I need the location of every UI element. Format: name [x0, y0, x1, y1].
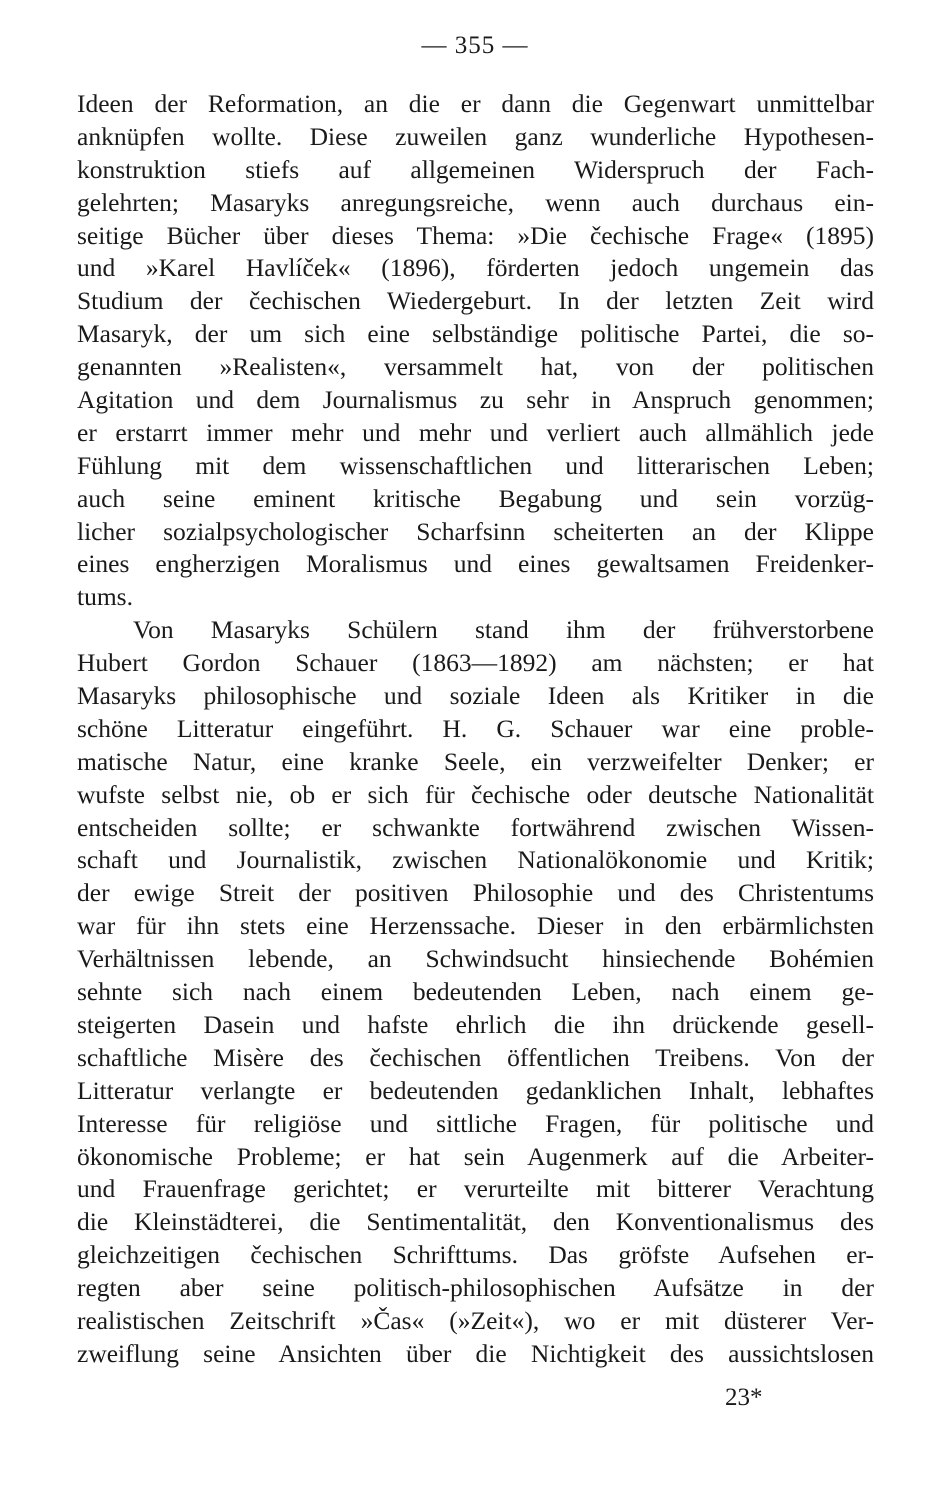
text-line: matische Natur, eine kranke Seele, ein verzweifelter Denker; er	[77, 746, 874, 776]
text-line: schöne Litteratur eingeführt. H. G. Schauer war eine proble-	[77, 713, 874, 743]
text-line: und »Karel Havlíček« (1896), förderten jedoch ungemein das	[77, 253, 874, 283]
text-line: Interesse für religiöse und sittliche Fragen, für politische und	[77, 1108, 874, 1138]
text-line: steigerten Dasein und hafste ehrlich die ihn drückende gesell-	[77, 1009, 874, 1039]
text-line: Hubert Gordon Schauer (1863—1892) am nächsten; er hat	[77, 648, 874, 678]
body-text	[77, 88, 874, 1371]
text-line: war für ihn stets eine Herzenssache. Dieser in den erbärmlichsten	[77, 911, 874, 941]
paragraph-first-line: Von Masaryks Schülern stand ihm der frühverstorbene	[133, 615, 874, 645]
text-line: gleichzeitigen čechischen Schrifttums. Das gröfste Aufsehen er-	[77, 1240, 874, 1270]
text-line: zweiflung seine Ansichten über die Nichtigkeit des aussichtslosen	[77, 1338, 874, 1368]
text-line: schaftliche Misère des čechischen öffentlichen Treibens. Von der	[77, 1042, 874, 1072]
text-line: wufste selbst nie, ob er sich für čechische oder deutsche Nationalität	[77, 779, 874, 809]
text-line: entscheiden sollte; er schwankte fortwährend zwischen Wissen-	[77, 812, 874, 842]
text-line: realistischen Zeitschrift »Čas« (»Zeit«), wo er mit düsterer Ver-	[77, 1305, 874, 1335]
text-line: er erstarrt immer mehr und mehr und verliert auch allmählich jede	[77, 417, 874, 447]
text-line: Masaryks philosophische und soziale Ideen als Kritiker in die	[77, 681, 874, 711]
text-line: und Frauenfrage gerichtet; er verurteilte mit bitterer Verachtung	[77, 1174, 874, 1204]
text-line: tums.	[77, 582, 133, 612]
text-line: ökonomische Probleme; er hat sein Augenmerk auf die Arbeiter-	[77, 1141, 874, 1171]
text-line: licher sozialpsychologischer Scharfsinn scheiterten an der Klippe	[77, 516, 874, 546]
text-line: die Kleinstädterei, die Sentimentalität, den Konventionalismus des	[77, 1207, 874, 1237]
text-line: Fühlung mit dem wissenschaftlichen und litterarischen Leben;	[77, 450, 874, 480]
text-line: Agitation und dem Journalismus zu sehr in Anspruch genommen;	[77, 385, 874, 415]
text-line: konstruktion stiefs auf allgemeinen Widerspruch der Fach-	[77, 154, 874, 184]
text-line: gelehrten; Masaryks anregungsreiche, wenn auch durchaus ein-	[77, 187, 874, 217]
text-line: eines engherzigen Moralismus und eines gewaltsamen Freidenker-	[77, 549, 874, 579]
text-line: regten aber seine politisch-philosophischen Aufsätze in der	[77, 1273, 874, 1303]
page-number: — 355 —	[421, 32, 529, 59]
text-line: Studium der čechischen Wiedergeburt. In der letzten Zeit wird	[77, 286, 874, 316]
text-line: schaft und Journalistik, zwischen Nationalökonomie und Kritik;	[77, 845, 874, 875]
text-line: sehnte sich nach einem bedeutenden Leben, nach einem ge-	[77, 977, 874, 1007]
text-line: der ewige Streit der positiven Philosophie und des Christentums	[77, 878, 874, 908]
text-line: Masaryk, der um sich eine selbständige politische Partei, die so-	[77, 319, 874, 349]
text-line: Litteratur verlangte er bedeutenden gedanklichen Inhalt, lebhaftes	[77, 1075, 874, 1105]
text-line: seitige Bücher über dieses Thema: »Die čechische Frage« (1895)	[77, 220, 874, 250]
signature-mark: 23*	[725, 1384, 763, 1411]
text-line: Ideen der Reformation, an die er dann die Gegenwart unmittelbar	[77, 89, 874, 118]
text-line: genannten »Realisten«, versammelt hat, von der politischen	[77, 352, 874, 382]
text-line: Verhältnissen lebende, an Schwindsucht hinsiechende Bohémien	[77, 944, 874, 974]
text-line: auch seine eminent kritische Begabung und sein vorzüg-	[77, 483, 874, 513]
text-line: anknüpfen wollte. Diese zuweilen ganz wunderliche Hypothesen-	[77, 121, 874, 151]
